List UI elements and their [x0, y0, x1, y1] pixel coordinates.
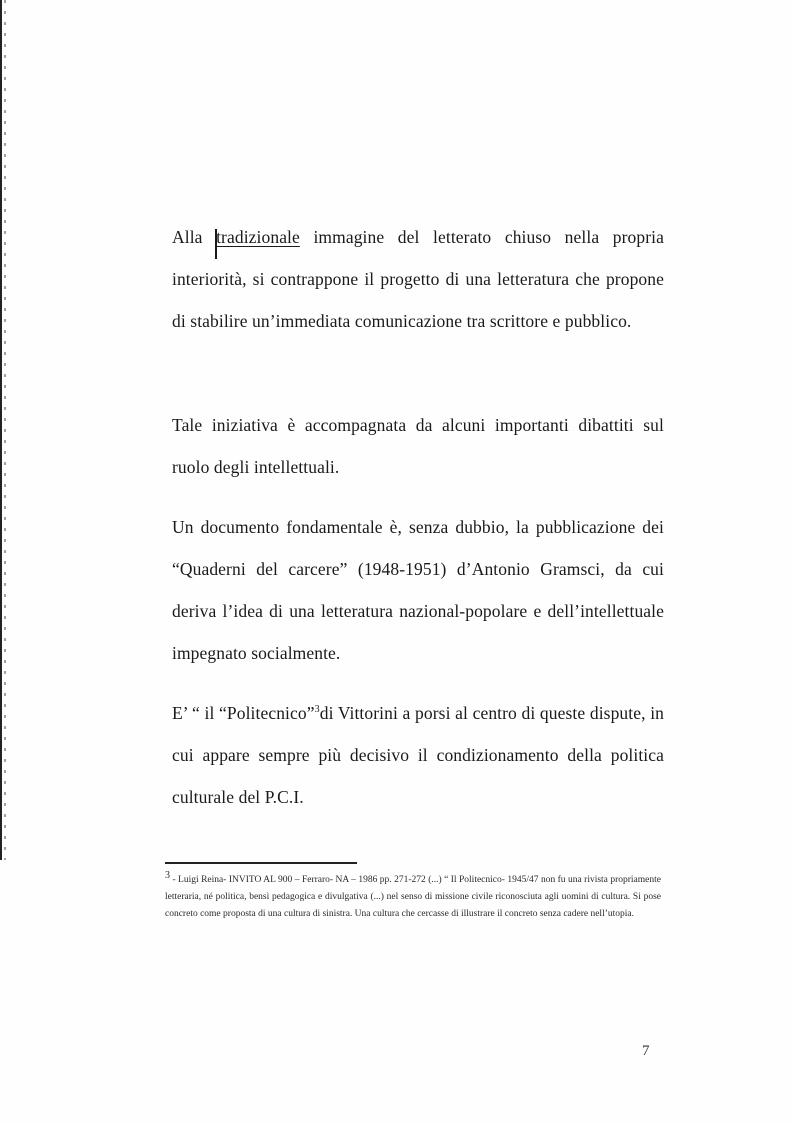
paragraph-politecnico-after: di Vittorini a porsi al centro di queste dispute, in cui appare sempre più decisivo il condizionamento della politica culturale del P.C.I. [172, 702, 665, 807]
paragraph-gramsci [172, 506, 664, 674]
paragraph-debates-text: Tale iniziativa è accompagnata da alcuni importanti dibattiti sul ruolo degli intellettuali. [172, 414, 664, 477]
paragraph-gramsci-text: Un documento fondamentale è, senza dubbio, la pubblicazione dei “Quaderni del carcere” (1948-1951) d’Antonio Gramsci, da cui deriva l’idea di una letteratura nazional-popolare e dell’intellettuale impegnato socialmente. [172, 516, 664, 663]
footnote-marker: 3 [165, 869, 170, 881]
paragraph-intro [172, 216, 664, 342]
footnote [165, 869, 661, 923]
paragraph-intro-lead: Alla [172, 226, 203, 247]
scan-edge-artifact [4, 0, 6, 860]
paragraph-politecnico-before: E’ “ il “Politecnico” [172, 702, 315, 723]
paragraph-debates [172, 404, 664, 488]
paragraph-intro-rest: immagine del letterato chiuso nella propria interiorità, si contrappone il progetto di una letteratura che propone di stabilire un’immediata comunicazione tra scrittore e pubblico. [172, 226, 664, 331]
underlined-word: tradizionale [216, 226, 300, 247]
scan-edge-line [0, 0, 2, 860]
paragraph-politecnico [172, 692, 664, 818]
footnote-text: - Luigi Reina- INVITO AL 900 – Ferraro- NA – 1986 pp. 271-272 (...) “ Il Politecnico- 1945/47 non fu una rivista propriamente letteraria, né politica, bensì pedagogica e divulgativa (...) nel senso di missione civile riconosciuta agli uomini di cultura. Si pose concreto come proposta di una cultura di sinistra. Una cultura che cercasse di illustrare il concreto senza cadere nell’utopia. [165, 875, 661, 919]
footnote-reference: 3 [314, 703, 320, 715]
footnote-divider [165, 862, 357, 864]
page-number: 7 [642, 1043, 650, 1059]
